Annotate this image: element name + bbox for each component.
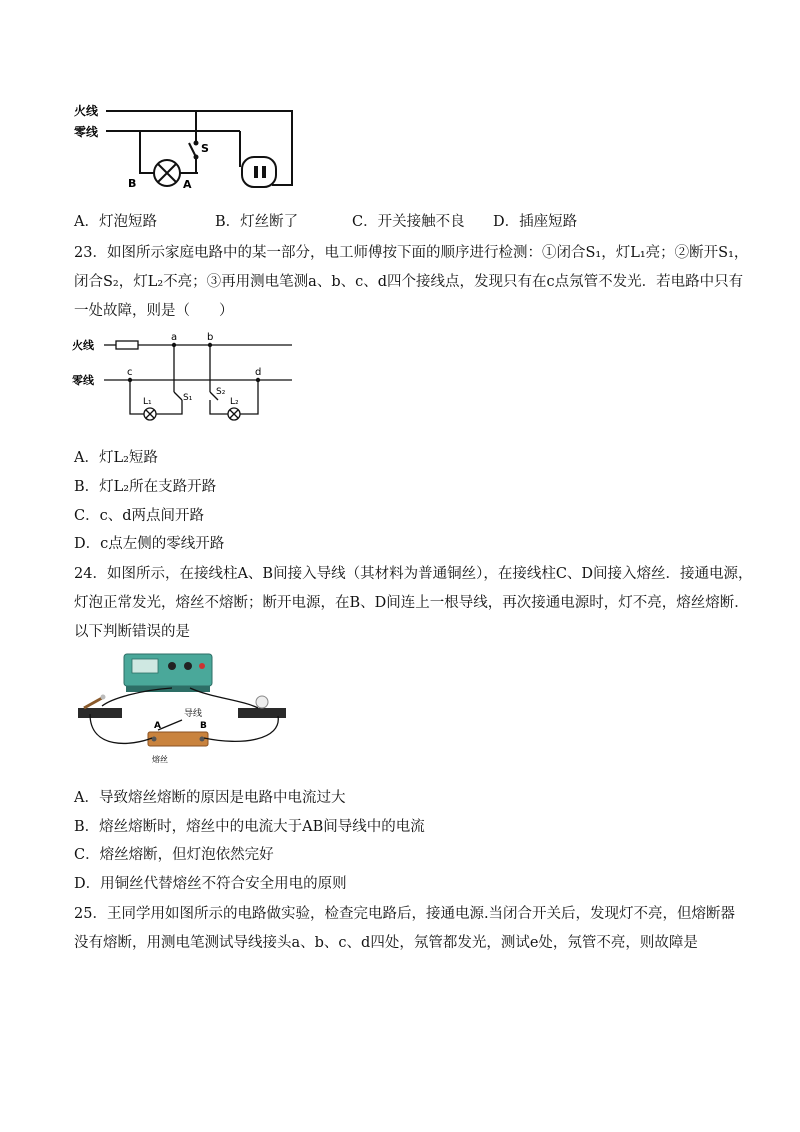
fig1-neutral-label: 零线 <box>74 125 99 139</box>
fig1-a-label: A <box>183 178 192 191</box>
q23-fig-a-label: a <box>171 332 178 343</box>
q24-fig-a-label: A <box>154 721 161 731</box>
q23-fig-d-label: d <box>255 367 262 378</box>
q24-fig-b-label: B <box>200 721 207 731</box>
q25-text-line2: 没有熔断，用测电笔测试导线接头a、b、c、d四处，氖管都发光，测试e处，氖管不亮，则故障是 <box>74 935 698 951</box>
q23-fig-neutral-label: 零线 <box>72 374 94 387</box>
q23-text-line2: 闭合S₂，灯L₂不亮；③再用测电笔测a、b、c、d四个接线点，发现只有在c点氖管不发光．若电路中只有 <box>74 274 744 290</box>
q23-option-b: B．灯L₂所在支路开路 <box>74 479 217 495</box>
q24-option-d: D．用铜丝代替熔丝不符合安全用电的原则 <box>74 876 347 892</box>
q24-text-line2: 灯泡正常发光，熔丝不熔断；断开电源，在B、D间连上一根导线，再次接通电源时，灯不亮，熔丝熔断． <box>74 595 749 611</box>
figure-q23-circuit <box>70 330 300 430</box>
q23-fig-l1-label: L₁ <box>143 397 152 407</box>
q23-fig-s2-label: S₂ <box>216 387 226 397</box>
q22-option-b: B．灯丝断了 <box>215 214 299 230</box>
q22-option-a: A．灯泡短路 <box>74 214 157 230</box>
q24-fig-wire-label: 导线 <box>184 709 203 719</box>
q24-text-line1: 24．如图所示，在接线柱A、B间接入导线（其材料为普通铜丝），在接线柱C、D间接入熔丝．接通电源， <box>74 566 753 582</box>
fig1-b-label: B <box>128 177 137 190</box>
q23-fig-s1-label: S₁ <box>183 393 193 403</box>
q22-option-d: D．插座短路 <box>493 214 578 230</box>
figure-q24-apparatus <box>72 650 302 770</box>
q23-option-d: D．c点左侧的零线开路 <box>74 536 225 552</box>
figure-household-circuit <box>70 95 310 205</box>
q23-fig-l2-label: L₂ <box>230 397 239 407</box>
q22-option-c: C．开关接触不良 <box>352 214 465 230</box>
q24-option-b: B．熔丝熔断时，熔丝中的电流大于AB间导线中的电流 <box>74 819 425 835</box>
q23-fig-b-label: b <box>207 332 214 343</box>
q23-text-line3: 一处故障，则是（ ） <box>74 303 234 319</box>
fig1-switch-label: S <box>201 142 209 155</box>
q24-fig-fuse-label: 熔丝 <box>152 755 168 764</box>
q24-text-line3: 以下判断错误的是 <box>74 624 190 640</box>
fig1-live-label: 火线 <box>74 104 99 118</box>
q23-fig-live-label: 火线 <box>72 339 94 352</box>
q23-text-line1: 23．如图所示家庭电路中的某一部分，电工师傅按下面的顺序进行检测：①闭合S₁，灯L₁亮；②断开S₁， <box>74 245 749 261</box>
q24-option-c: C．熔丝熔断，但灯泡依然完好 <box>74 847 274 863</box>
q24-option-a: A．导致熔丝熔断的原因是电路中电流过大 <box>74 790 346 806</box>
q25-text-line1: 25．王同学用如图所示的电路做实验，检查完电路后，接通电源.当闭合开关后，发现灯不亮，但熔断器 <box>74 906 736 922</box>
q23-option-c: C．c、d两点间开路 <box>74 508 204 524</box>
q23-fig-c-label: c <box>127 367 133 378</box>
q23-option-a: A．灯L₂短路 <box>74 450 158 466</box>
